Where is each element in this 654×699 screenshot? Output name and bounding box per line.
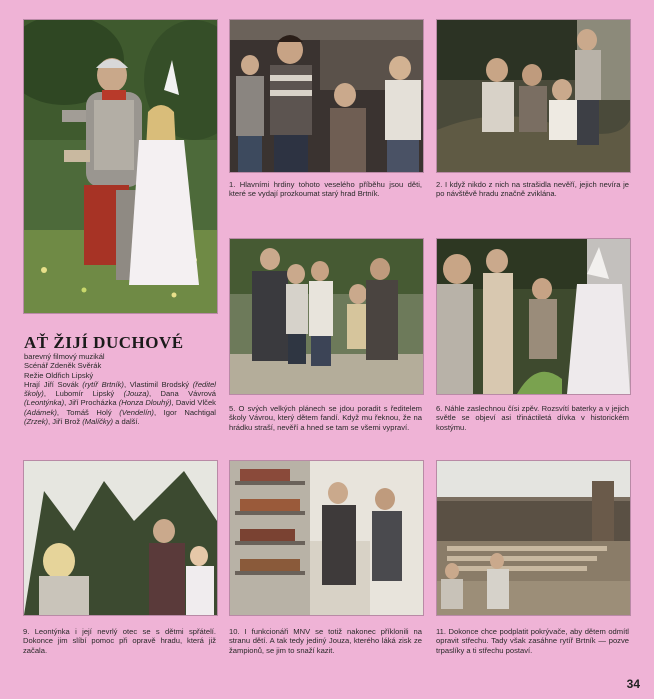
caption-5: 5. O svých velkých plánech se jdou poradit s ředitelem školy Vávrou, který dětem fandí. Když mu řeknou, že na hrádku straší, nevěří a hned se tam se všemi vypraví.: [229, 404, 422, 432]
film-cast: Hrají Jiří Sovák (rytíř Brtník), Vlastimil Brodský (ředitel školy), Lubomír Lipský (Jouza), Dana Vávrová (Leontýnka), Jiří Procházka (Honza Dlouhý), David Vlček (Adámek), Tomáš Holý (Vendelín), Igor Nachtigal (Zrzek), Jiří Brož (Malíčky) a další.: [24, 379, 216, 427]
cast-role: (ředitel školy): [24, 379, 216, 399]
cast-role: (Zrzek): [24, 417, 49, 427]
cast-role: (Honza Dlouhý): [118, 398, 172, 408]
caption-6: 6. Náhle zaslechnou čísi zpěv. Rozsvítí baterky a v jejich světle se objeví asi třináctiletá dívka v historickém kostýmu.: [436, 404, 629, 432]
photo-2-children-on-rocks: [436, 19, 631, 173]
page-number: 34: [626, 677, 640, 691]
caption-1: 1. Hlavními hrdiny tohoto veselého příběhu jsou děti, které se vydají prozkoumat starý hrad Brtník.: [229, 180, 422, 199]
cast-actor: Jiří Sovák: [43, 379, 83, 389]
caption-2: 2. I když nikdo z nich na strašidla nevěří, jejich nevíra je po návštěvě hradu značně zviklána.: [436, 180, 629, 199]
cast-role: (Jouza): [123, 389, 149, 399]
caption-11: 11. Dokonce chce podplatit pokrývače, aby dětem odmítl opravit střechu. Tady však zasáhne rytíř Brtník — pozve trpaslíky a ti střechu postaví.: [436, 627, 629, 655]
cast-intro: Hrají: [24, 379, 41, 389]
cast-actor: Lubomír Lipský: [55, 389, 124, 399]
caption-10: 10. I funkcionáři MNV se totiž nakonec příklonili na stranu dětí. A tak tedy jediný Jouza, kterého láká zisk ze žampionů, se jim to snaží kazit.: [229, 627, 422, 655]
cast-role: (Leontýnka): [24, 398, 65, 408]
cast-role: (Malíčky): [82, 417, 114, 427]
film-title: AŤ ŽIJÍ DUCHOVÉ: [24, 333, 184, 352]
cast-actor: Jiří Procházka: [68, 398, 119, 408]
cast-actor: Jiří Brož: [52, 417, 83, 427]
caption-9: 9. Leontýnka i její nevrlý otec se s dětmi spřátelí. Dokonce jim slíbí pomoc při opravě hradu, která již začala.: [23, 627, 216, 655]
photo-5-headmaster-with-children: [229, 238, 424, 395]
photo-6-girl-in-historic-costume: [436, 238, 631, 395]
cast-role: (Vendelín): [119, 407, 154, 417]
cast-role: (Adámek): [24, 407, 57, 417]
photo-9-leontynka-and-father: [23, 460, 218, 616]
photo-10-jouza-in-shop: [229, 460, 424, 616]
photo-1-children-in-cellar: [229, 19, 424, 173]
cast-role: (rytíř Brtník): [82, 379, 124, 389]
film-director: Režie Oldřich Lipský: [24, 370, 94, 380]
cast-actor: Vlastimil Brodský: [129, 379, 193, 389]
film-screenplay: Scénář Zdeněk Svěrák: [24, 361, 102, 371]
photo-11-roof-repair: [436, 460, 631, 616]
cast-actor: Igor Nachtigal: [163, 407, 216, 417]
cast-outro: a další.: [115, 417, 140, 427]
film-genre: barevný filmový muzikál: [24, 352, 105, 361]
film-credits: [24, 352, 216, 426]
cast-actor: David Vlček: [175, 398, 216, 408]
photo-knight-and-girl: [23, 19, 218, 314]
cast-actor: Dana Vávrová: [160, 389, 216, 399]
cast-actor: Tomáš Holý: [66, 407, 120, 417]
